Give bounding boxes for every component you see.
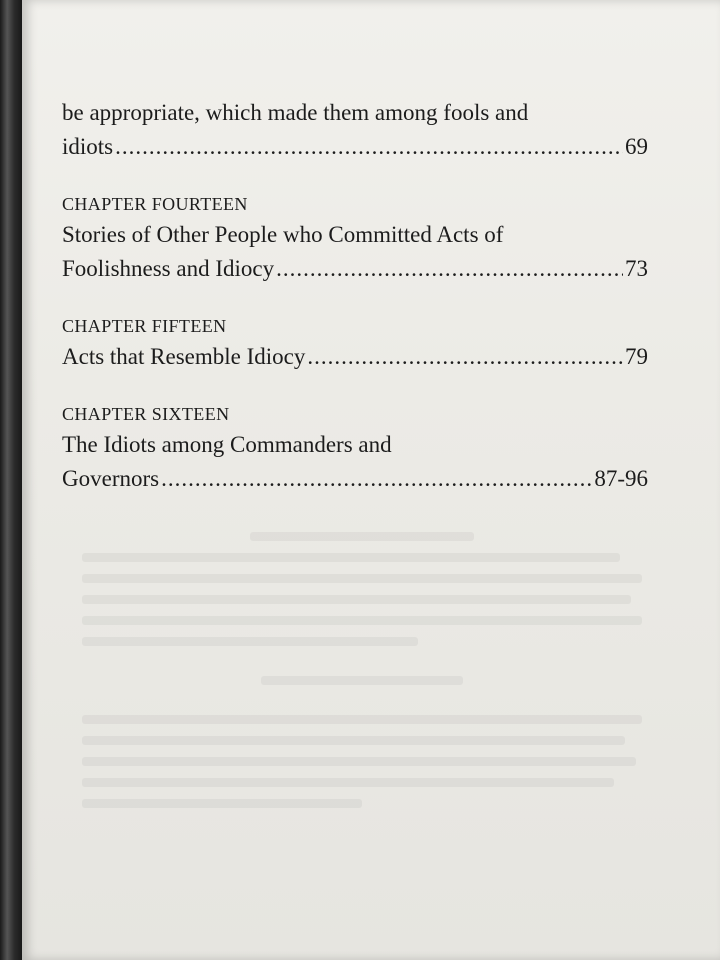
toc-entry-chapter-sixteen [62, 402, 648, 496]
bleed-through-text [82, 520, 642, 820]
entry-title-line: idiots [62, 134, 114, 159]
entry-leader-line [62, 462, 648, 496]
entry-title-line: Stories of Other People who Committed Acts of [62, 222, 504, 247]
entry-leader-line [62, 130, 648, 164]
table-of-contents [62, 96, 648, 524]
toc-entry-chapter-fifteen [62, 314, 648, 374]
entry-title-line: Foolishness and Idiocy [62, 256, 275, 281]
entry-leader-line [62, 340, 648, 374]
entry-leader-line [62, 252, 648, 286]
entry-title-line: The Idiots among Commanders and [62, 432, 392, 457]
page-number: 79 [625, 344, 648, 369]
book-spine-edge [0, 0, 24, 960]
toc-entry-continued [62, 96, 648, 164]
chapter-label: CHAPTER SIXTEEN [62, 404, 230, 424]
dot-leader [307, 340, 623, 374]
book-page [22, 0, 720, 960]
entry-title-line: Governors [62, 466, 160, 491]
dot-leader [161, 462, 592, 496]
dot-leader [115, 130, 623, 164]
entry-title-line: Acts that Resemble Idiocy [62, 344, 306, 369]
toc-entry-chapter-fourteen [62, 192, 648, 286]
page-number: 69 [625, 134, 648, 159]
chapter-label: CHAPTER FOURTEEN [62, 194, 248, 214]
chapter-label: CHAPTER FIFTEEN [62, 316, 227, 336]
page-number: 87-96 [594, 466, 648, 491]
dot-leader [276, 252, 623, 286]
entry-title-line: be appropriate, which made them among fools and [62, 100, 529, 125]
page-number: 73 [625, 256, 648, 281]
